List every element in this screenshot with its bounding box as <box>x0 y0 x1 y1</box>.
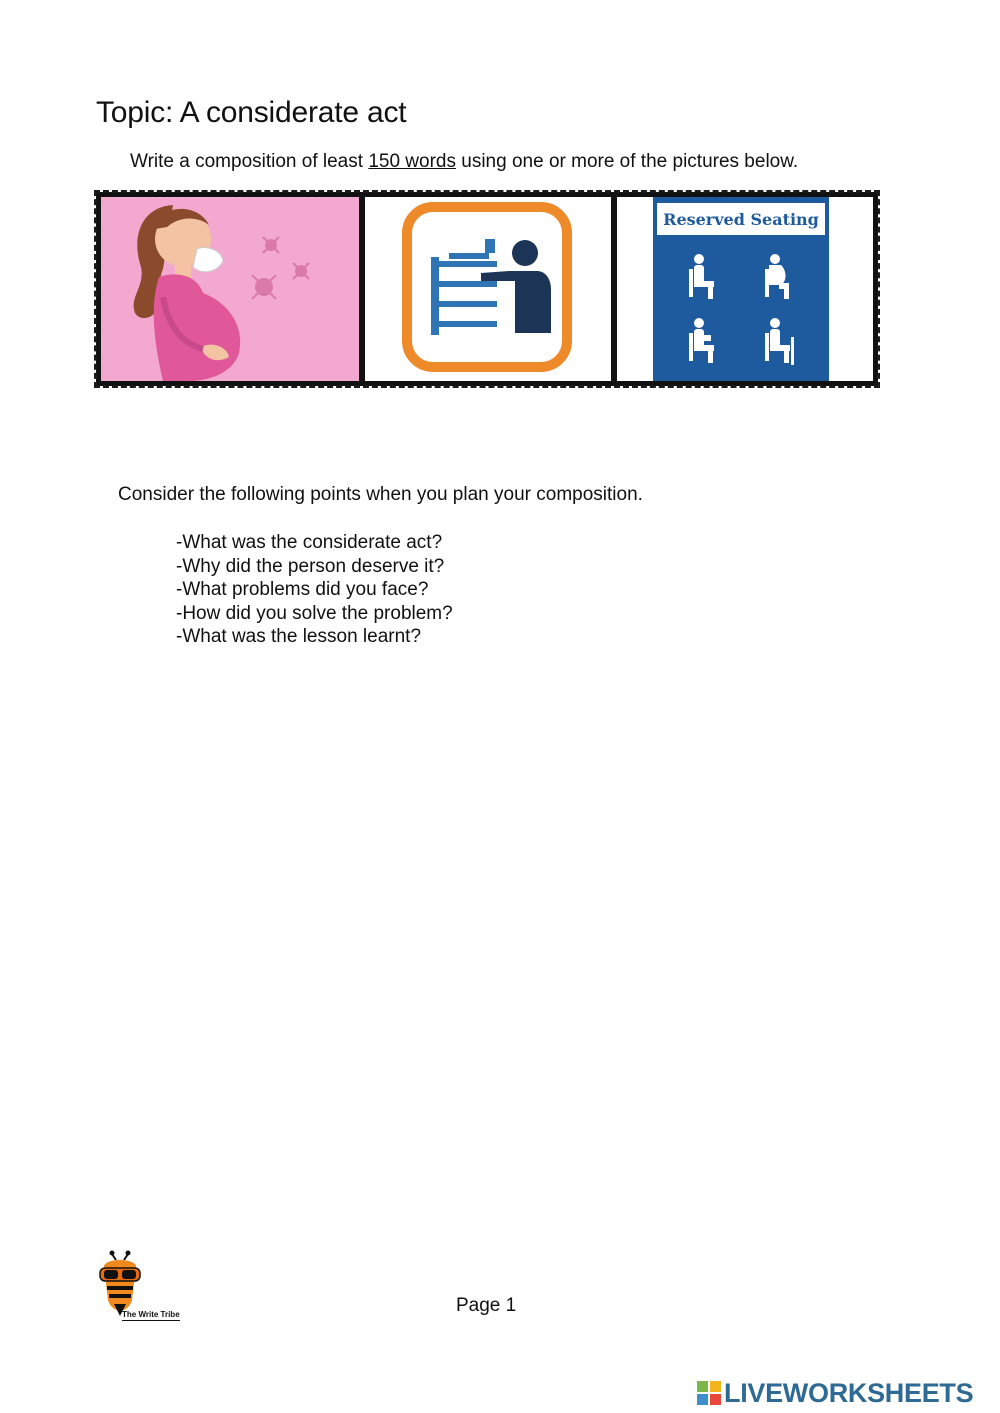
guiding-question: -What problems did you face? <box>176 579 429 600</box>
guiding-question: -How did you solve the problem? <box>176 602 453 624</box>
page-title: Topic: A considerate act <box>96 96 407 129</box>
reserved-seating-header: Reserved Seating <box>657 203 825 235</box>
food-tray-picture <box>365 197 611 381</box>
reserved-seating-sign <box>653 197 829 381</box>
word-count-requirement: 150 words <box>368 151 456 172</box>
reserved-seating-picture <box>617 197 873 381</box>
page-number: Page 1 <box>456 1295 517 1316</box>
priority-seat-icons <box>653 197 829 381</box>
food-tray-illustration <box>365 197 611 381</box>
pregnant-woman-picture <box>101 197 359 381</box>
instruction-after: using one or more of the pictures below. <box>455 151 799 172</box>
pregnant-woman-illustration <box>101 197 359 381</box>
instruction-before: Write a composition of least <box>130 151 369 172</box>
liveworksheets-watermark[interactable] <box>697 1378 973 1408</box>
watermark-text: LIVEWORKSHEETS <box>724 1377 974 1408</box>
picture-strip <box>96 192 878 386</box>
seated-person-icons <box>689 254 794 365</box>
guiding-question: -What was the lesson learnt? <box>176 626 422 647</box>
guiding-question: -Why did the person deserve it? <box>176 555 445 577</box>
logo-caption: The Write Tribe <box>122 1310 180 1319</box>
instruction-text <box>130 151 798 173</box>
points-intro: Consider the following points when you plan your composition. <box>118 484 643 505</box>
virus-icons <box>252 237 309 299</box>
guiding-questions-list <box>176 531 453 649</box>
liveworksheets-logo-icon <box>697 1381 721 1405</box>
guiding-question: -What was the considerate act? <box>176 532 443 553</box>
